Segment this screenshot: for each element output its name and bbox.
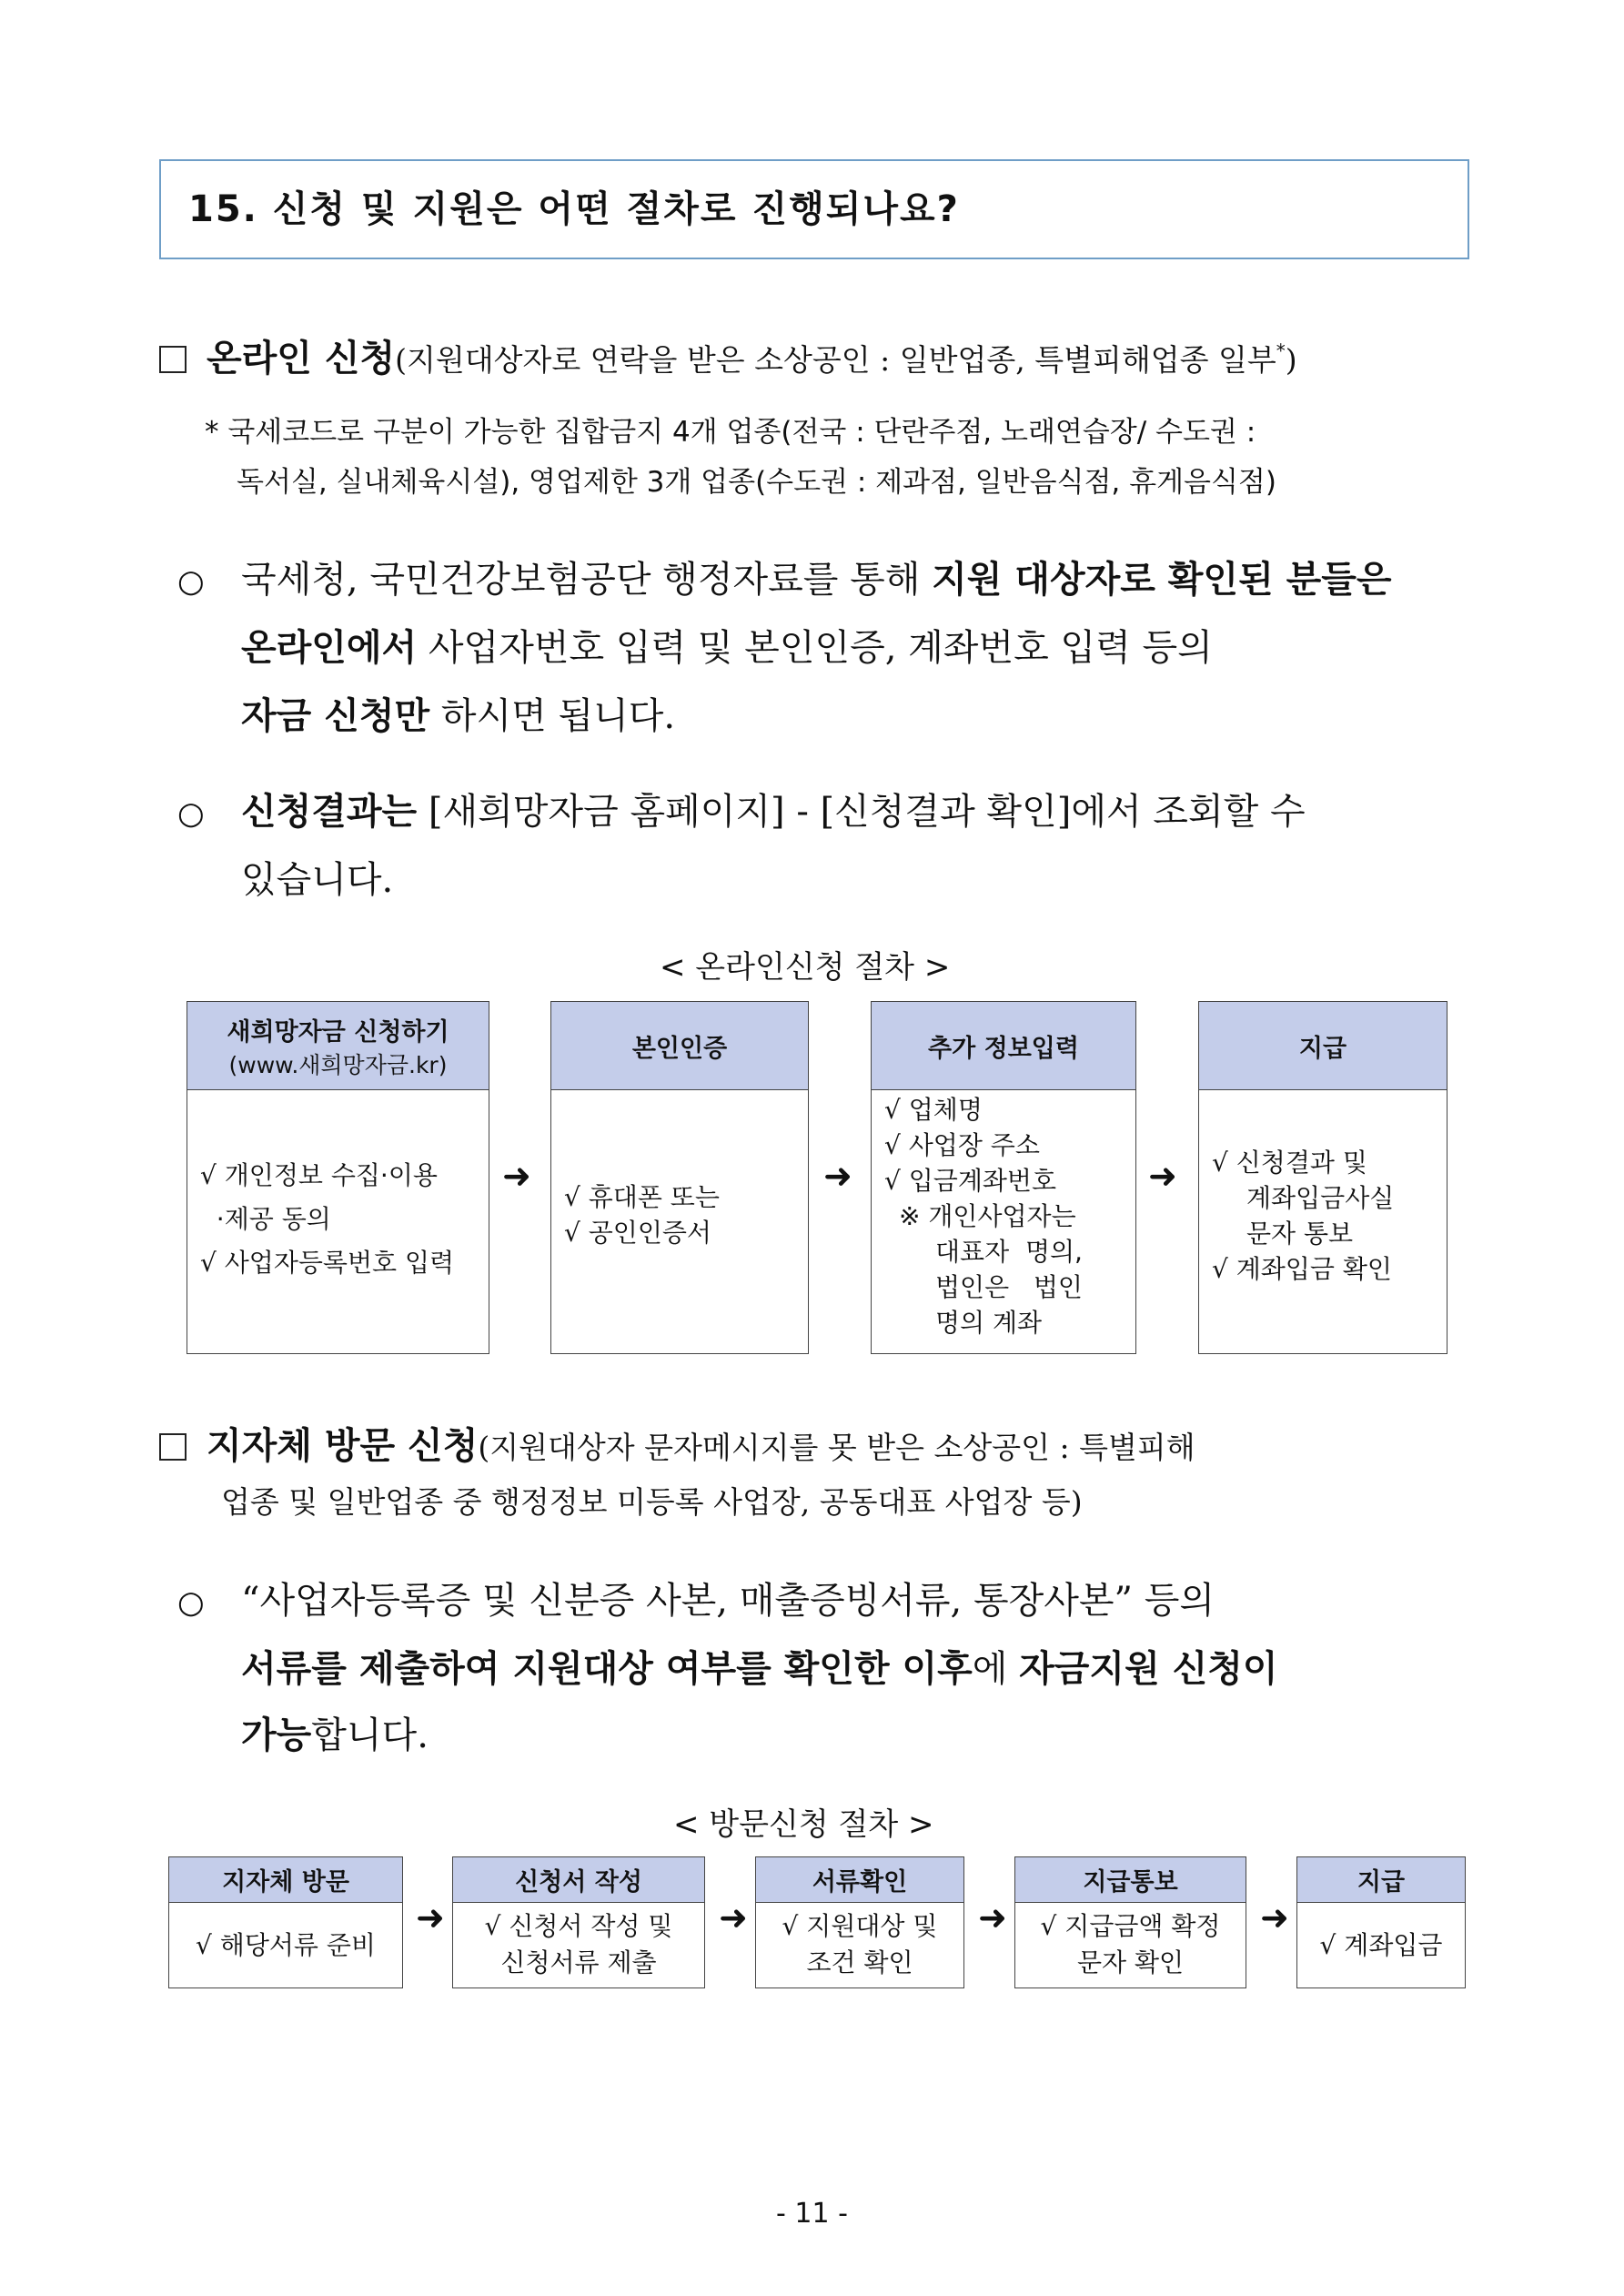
online-step-1-title: 새희망자금 신청하기 (227, 1017, 449, 1047)
online-step-4 (1198, 1001, 1447, 1354)
online-step-3-line: √ 사업장 주소 (884, 1130, 1040, 1160)
online-step-1-line: √ 사업자등록번호 입력 (200, 1248, 455, 1278)
online-footnote-line1: * 국세코드로 구분이 가능한 집합금지 4개 업종(전국 : 단란주점, 노래연습장/ 수도권 : (205, 416, 1256, 449)
online-bullet1-bold-c: 온라인에서 (241, 627, 418, 669)
visit-bullet1-text-c: 에 (972, 1648, 1020, 1690)
visit-step-1-header (169, 1857, 402, 1903)
online-bullet2 (177, 778, 1306, 848)
visit-step-3 (755, 1856, 964, 1988)
visit-step-3-header (756, 1857, 963, 1903)
visit-step-5-body (1297, 1903, 1465, 1988)
visit-step-4-title: 지급통보 (1083, 1868, 1178, 1896)
online-bullet1-bold-b: 지원 대상자로 확인된 분들은 (932, 559, 1392, 601)
visit-step-4-line: √ 지급금액 확정 (1040, 1911, 1221, 1941)
online-step-3-title: 추가 정보입력 (928, 1034, 1079, 1063)
arrow-right-icon: ➜ (416, 1897, 445, 1937)
arrow-right-icon: ➜ (502, 1156, 531, 1196)
arrow-right-icon: ➜ (719, 1897, 748, 1937)
online-step-4-line: √ 신청결과 및 (1212, 1148, 1367, 1178)
online-heading-close: ) (1285, 342, 1297, 378)
online-step-1-header (187, 1002, 489, 1090)
visit-step-1-line: √ 해당서류 준비 (196, 1929, 376, 1960)
online-step-2-title: 본인인증 (631, 1034, 728, 1063)
online-step-3-body (872, 1090, 1135, 1340)
visit-bullet1-line3 (241, 1702, 429, 1770)
online-step-2-header (551, 1002, 808, 1090)
visit-step-2-title: 신청서 작성 (515, 1868, 642, 1896)
online-section-heading (159, 329, 1297, 381)
visit-bullet1-bold-e: 가능 (241, 1714, 312, 1756)
online-bullet1-line2 (241, 614, 1213, 683)
visit-step-5-line: √ 계좌입금 (1319, 1929, 1443, 1960)
online-step-3-line: √ 입금계좌번호 (884, 1166, 1057, 1196)
online-step-4-title: 지급 (1298, 1034, 1347, 1063)
online-step-4-line: √ 계좌입금 확인 (1212, 1254, 1392, 1284)
visit-procedure-caption: < 방문신청 절차 > (673, 1806, 934, 1843)
online-bullet1-bold-e: 자금 신청만 (241, 695, 430, 737)
online-bullet2-line2: 있습니다. (241, 859, 394, 901)
visit-step-1 (168, 1856, 403, 1988)
circle-bullet-icon: ○ (177, 795, 205, 832)
visit-step-4 (1014, 1856, 1246, 1988)
visit-heading-note2: 업종 및 일반업종 중 행정정보 미등록 사업장, 공동대표 사업장 등) (221, 1484, 1083, 1520)
online-footnote-line2: 독서실, 실내체육시설), 영업제한 3개 업종(수도권 : 제과점, 일반음식점, 휴게음식점) (237, 466, 1276, 499)
online-step-3-line: 법인은 법인 (935, 1272, 1083, 1302)
visit-step-4-line: 문자 확인 (1076, 1947, 1185, 1977)
visit-step-2 (452, 1856, 705, 1988)
visit-heading-label: 지자체 방문 신청 (207, 1425, 479, 1467)
page-title: 15. 신청 및 지원은 어떤 절차로 진행되나요? (188, 188, 960, 230)
online-procedure-caption: < 온라인신청 절차 > (660, 949, 951, 986)
visit-heading-note-line2 (221, 1479, 1083, 1522)
visit-step-3-body (756, 1903, 963, 1981)
visit-bullet1-bold-d: 자금지원 신청이 (1019, 1648, 1278, 1690)
visit-step-4-body (1015, 1903, 1246, 1981)
online-step-2-line: √ 휴대폰 또는 (564, 1182, 720, 1212)
visit-step-4-header (1015, 1857, 1246, 1903)
visit-bullet1-text-f: 합니다. (311, 1714, 429, 1756)
online-step-3-line: 대표자 명의, (935, 1237, 1083, 1267)
visit-bullet1-text-a: “사업자등록증 및 신분증 사본, 매출증빙서류, 통장사본” 등의 (241, 1580, 1215, 1622)
online-step-3-line: ※ 개인사업자는 (899, 1201, 1076, 1231)
online-bullet1-line3 (241, 683, 675, 751)
page-number: - 11 - (776, 2198, 848, 2230)
online-step-1-line: √ 개인정보 수집·이용 (200, 1160, 438, 1190)
online-bullet2-bold-a: 신청결과는 (241, 791, 418, 833)
online-step-4-line: 문자 통보 (1246, 1219, 1354, 1249)
online-bullet1 (177, 546, 1392, 616)
arrow-right-icon: ➜ (1260, 1897, 1289, 1937)
visit-step-2-header (453, 1857, 704, 1903)
online-step-4-header (1199, 1002, 1447, 1090)
visit-bullet1-bold-b: 서류를 제출하여 지원대상 여부를 확인한 이후 (241, 1648, 973, 1690)
online-step-1-body (187, 1090, 489, 1289)
online-step-3-header (872, 1002, 1135, 1090)
visit-step-3-line: 조건 확인 (806, 1947, 913, 1977)
visit-step-5-title: 지급 (1357, 1868, 1406, 1896)
arrow-right-icon: ➜ (823, 1156, 852, 1196)
online-step-3-line: 명의 계좌 (935, 1308, 1043, 1338)
online-step-2-line: √ 공인인증서 (564, 1218, 711, 1248)
online-heading-star: * (1276, 339, 1286, 362)
online-step-1 (187, 1001, 489, 1354)
visit-step-3-line: √ 지원대상 및 (782, 1911, 938, 1941)
visit-step-1-body (169, 1903, 402, 1988)
visit-step-5-header (1297, 1857, 1465, 1903)
checkbox-square-icon (159, 1433, 187, 1461)
online-step-3-line: √ 업체명 (884, 1095, 983, 1125)
title-box (159, 159, 1469, 259)
online-step-4-line: 계좌입금사실 (1246, 1183, 1395, 1213)
visit-bullet1-line2 (241, 1635, 1278, 1704)
circle-bullet-icon: ○ (177, 1584, 205, 1621)
visit-heading-note: (지원대상자 문자메시지를 못 받은 소상공인 : 특별피해 (478, 1430, 1195, 1465)
checkbox-square-icon (159, 346, 187, 373)
online-bullet2-text-b: [새희망자금 홈페이지] - [신청결과 확인]에서 조회할 수 (417, 791, 1306, 833)
visit-bullet1 (177, 1567, 1215, 1637)
visit-section-heading (159, 1417, 1195, 1469)
online-step-4-body (1199, 1090, 1447, 1287)
online-step-3 (871, 1001, 1136, 1354)
online-step-1-subtitle: (www.새희망자금.kr) (228, 1051, 448, 1078)
online-step-2-body (551, 1090, 808, 1250)
arrow-right-icon: ➜ (978, 1897, 1007, 1937)
visit-step-3-title: 서류확인 (812, 1868, 908, 1896)
online-heading-label: 온라인 신청 (207, 338, 396, 379)
visit-step-5 (1296, 1856, 1466, 1988)
visit-step-1-title: 지자체 방문 (222, 1868, 349, 1896)
online-heading-note: (지원대상자로 연락을 받은 소상공인 : 일반업종, 특별피해업종 일부 (395, 342, 1276, 378)
visit-step-2-line: √ 신청서 작성 및 (484, 1911, 673, 1941)
visit-step-2-body (453, 1903, 704, 1981)
arrow-right-icon: ➜ (1148, 1156, 1177, 1196)
online-bullet1-text-d: 사업자번호 입력 및 본인인증, 계좌번호 입력 등의 (417, 627, 1213, 669)
online-step-1-line: ·제공 동의 (200, 1204, 331, 1234)
online-bullet1-text-a: 국세청, 국민건강보험공단 행정자료를 통해 (241, 559, 933, 601)
online-bullet1-text-f: 하시면 됩니다. (429, 695, 676, 737)
visit-step-2-line: 신청서류 제출 (500, 1947, 657, 1977)
circle-bullet-icon: ○ (177, 563, 205, 600)
online-step-2 (550, 1001, 809, 1354)
